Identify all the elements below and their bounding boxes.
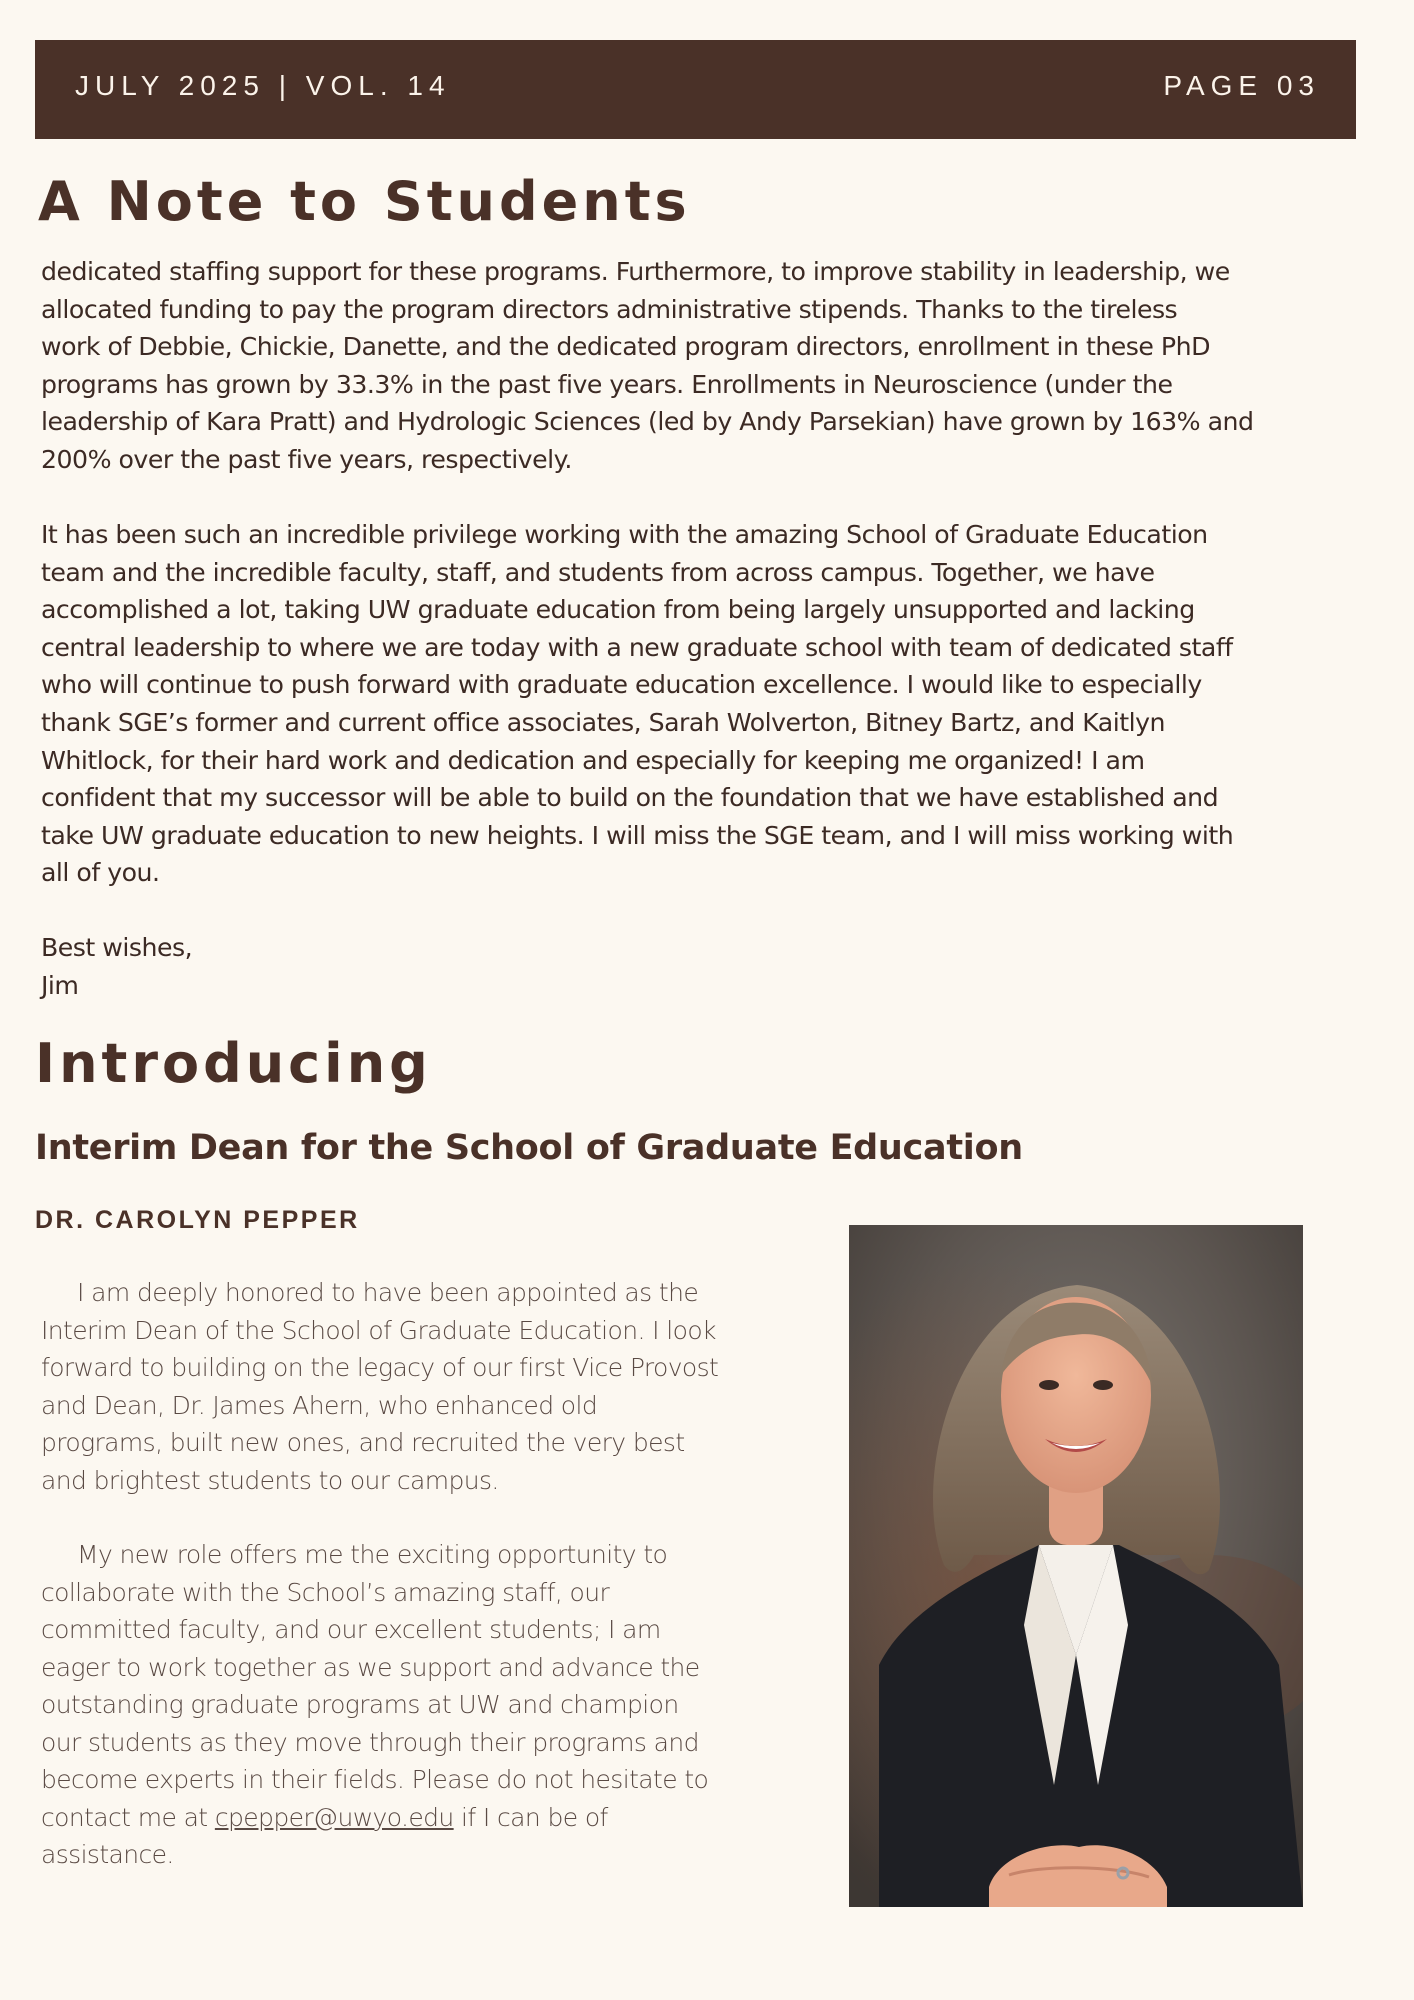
introducing-title: Introducing [35, 1032, 432, 1095]
dean-portrait-photo [849, 1225, 1303, 1907]
text-line: collaborate with the School’s amazing staff, our [41, 1577, 610, 1607]
text-line: Interim Dean of the School of Graduate Education. I look [41, 1315, 716, 1345]
text-line: thank SGE’s former and current office associates, Sarah Wolverton, Bitney Bartz, and Kaitlyn [41, 707, 1165, 737]
note-signoff [41, 929, 1361, 1004]
text-line: outstanding graduate programs at UW and champion [41, 1690, 679, 1719]
dean-paragraph-2 [41, 1536, 821, 1874]
header-banner [35, 40, 1356, 139]
text-line: who will continue to push forward with graduate education excellence. I would like to especially [41, 670, 1202, 700]
contact-prefix: contact me at [41, 1802, 215, 1832]
page-number: PAGE 03 [1163, 70, 1320, 101]
text-line: I am deeply honored to have been appointed as the [77, 1278, 699, 1307]
text-line: and brightest students to our campus. [41, 1465, 499, 1495]
contact-suffix: if I can be of [453, 1802, 608, 1832]
email-link[interactable]: cpepper@uwyo.edu [214, 1802, 454, 1832]
text-line: central leadership to where we are today with a new graduate school with team of dedicated staff [41, 632, 1233, 662]
text-line: My new role offers me the exciting opportunity to [77, 1540, 668, 1569]
text-line: assistance. [41, 1840, 174, 1869]
text-line: forward to building on the legacy of our first Vice Provost [41, 1353, 719, 1382]
text-line: committed faculty, and our excellent students; I am [41, 1615, 661, 1644]
introducing-subtitle: Interim Dean for the School of Graduate Education [35, 1128, 1023, 1168]
text-line: accomplished a lot, taking UW graduate education from being largely unsupported and lacking [41, 595, 1195, 625]
signature: Jim [41, 970, 79, 1000]
text-line: allocated funding to pay the program directors administrative stipends. Thanks to the tireless [41, 294, 1178, 324]
text-line: our students as they move through their programs and [41, 1727, 699, 1757]
text-line: confident that my successor will be able to build on the foundation that we have established and [41, 783, 1219, 813]
dean-paragraph-1 [41, 1274, 821, 1499]
text-line: eager to work together as we support and advance the [41, 1652, 700, 1682]
text-line: dedicated staffing support for these programs. Furthermore, to improve stability in leadership, we [41, 257, 1230, 286]
text-line: programs has grown by 33.3% in the past five years. Enrollments in Neuroscience (under the [41, 369, 1173, 399]
note-title: A Note to Students [38, 170, 691, 233]
text-line: become experts in their fields. Please do not hesitate to [41, 1765, 709, 1794]
text-line: team and the incredible faculty, staff, and students from across campus. Together, we have [41, 557, 1155, 587]
text-line: take UW graduate education to new heights. I will miss the SGE team, and I will miss working with [41, 820, 1234, 850]
text-line: leadership of Kara Pratt) and Hydrologic Sciences (led by Andy Parsekian) have grown by 163% and [41, 407, 1254, 437]
contact-line [41, 1799, 821, 1837]
text-line: 200% over the past five years, respectively. [41, 444, 572, 474]
text-line: Whitlock, for their hard work and dedication and especially for keeping me organized! I am [41, 745, 1145, 775]
closing-text: Best wishes, [41, 933, 193, 962]
text-line: programs, built new ones, and recruited the very best [41, 1428, 685, 1457]
note-paragraph-2 [41, 516, 1361, 892]
text-line: work of Debbie, Chickie, Danette, and the dedicated program directors, enrollment in these PhD [41, 332, 1210, 362]
text-line: and Dean, Dr. James Ahern, who enhanced old [41, 1390, 598, 1420]
note-paragraph-1 [41, 253, 1361, 479]
text-line: all of you. [41, 858, 160, 888]
dean-name: DR. CAROLYN PEPPER [35, 1206, 360, 1234]
text-line: It has been such an incredible privilege working with the amazing School of Graduate Education [41, 520, 1208, 549]
issue-label: JULY 2025 | VOL. 14 [75, 70, 451, 101]
